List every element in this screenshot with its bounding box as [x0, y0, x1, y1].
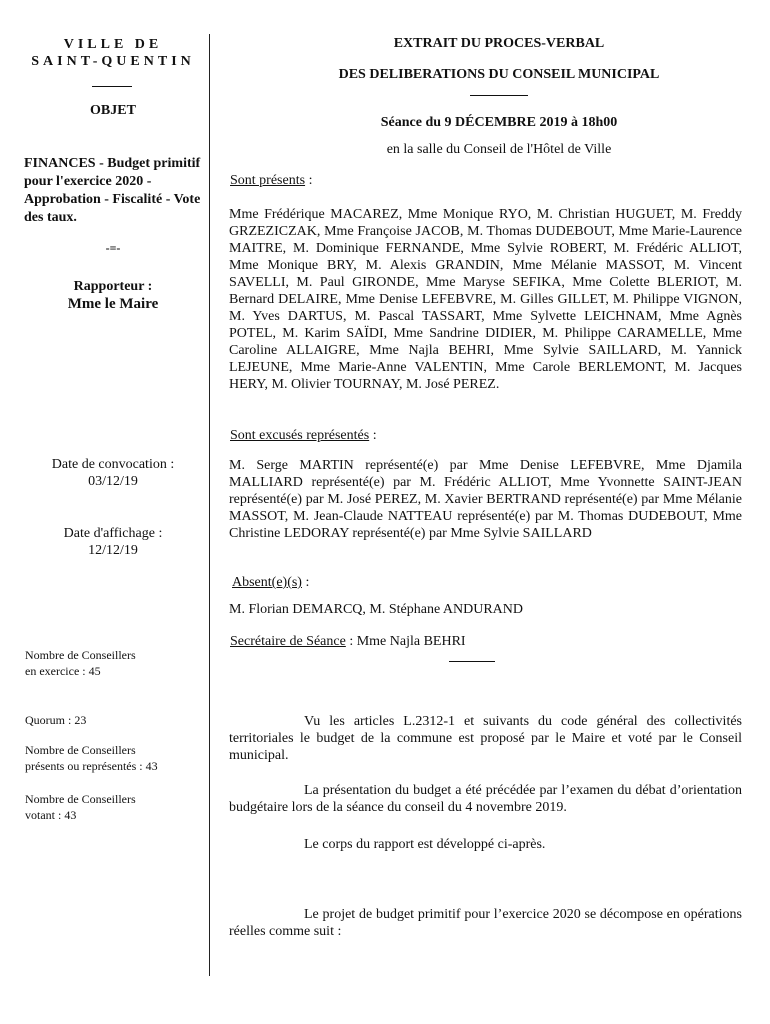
convocation-date-block [20, 456, 206, 490]
convocation-label: Date de convocation : [51, 457, 175, 472]
secretaire-line [230, 634, 466, 650]
absents-label [232, 575, 309, 591]
excuses-label-text: Sont excusés représentés [230, 428, 370, 443]
paragraph-1: Vu les articles L.2312-1 et suivants du code général des collectivités territoriales le budget de la commune est proposé par le Maire et voté par le Conseil municipal. [229, 714, 742, 763]
absents-list: M. Florian DEMARCQ, M. Stéphane ANDURAND [229, 602, 523, 617]
excuses-list: M. Serge MARTIN représenté(e) par Mme Denise LEFEBVRE, Mme Djamila MALLIARD représenté(e) par M. Frédéric ALLIOT, Mme Yvonnette SAINT-JEAN représenté(e) par M. José PEREZ, M. Xavier BERTRAND représenté(e) par Mme Mélanie MASSOT, M. Jean-Claude NATTEAU représenté(e) par M. Thomas DUDEBOUT, Mme Christine LEDORAY représenté(e) par Mme Sylvie SAILLARD [229, 458, 742, 541]
affichage-date-block [20, 525, 206, 559]
document-title-line-1: EXTRAIT DU PROCES-VERBAL [393, 36, 605, 51]
seance-location: en la salle du Conseil de l'Hôtel de Ville [386, 142, 612, 157]
stat-quorum: Quorum : 23 [25, 713, 87, 727]
paragraph-3: Le corps du rapport est développé ci-après. [304, 837, 546, 852]
stat-exercice-line-2: en exercice : 45 [25, 664, 101, 678]
stat-exercice-line-1: Nombre de Conseillers [25, 648, 136, 662]
affichage-date: 12/12/19 [88, 543, 138, 558]
stat-presents [25, 742, 209, 774]
presents-label-suffix: : [305, 173, 313, 188]
rapporteur-name: Mme le Maire [67, 296, 159, 312]
excuses-label-suffix: : [369, 428, 377, 443]
stat-votant [25, 791, 209, 823]
stat-votant-line-2: votant : 43 [25, 808, 77, 822]
column-divider [209, 34, 210, 976]
absents-label-text: Absent(e)(s) [232, 575, 302, 590]
paragraph-2: La présentation du budget a été précédée par l’examen du débat d’orientation budgétaire lors de la séance du conseil du 4 novembre 2019. [229, 783, 742, 815]
rapporteur-label: Rapporteur : [73, 279, 153, 294]
excuses-label [230, 428, 377, 444]
objet-heading: OBJET [90, 103, 136, 118]
presents-label [230, 173, 312, 189]
document-title-line-2: DES DELIBERATIONS DU CONSEIL MUNICIPAL [338, 67, 660, 82]
absents-label-suffix: : [301, 575, 310, 590]
city-line-1: VILLE DE [63, 37, 163, 52]
presents-label-text: Sont présents [230, 173, 306, 188]
secretaire-label: Secrétaire de Séance [230, 634, 346, 649]
subject-text: FINANCES - Budget primitif pour l'exercice 2020 - Approbation - Fiscalité - Vote des taux. [24, 156, 201, 225]
presents-list: Mme Frédérique MACAREZ, Mme Monique RYO, M. Christian HUGUET, M. Freddy GRZEZICZAK, Mme Françoise JACOB, M. Thomas DUDEBOUT, Mme Marie-Laurence MAITRE, M. Dominique FERNANDE, Mme Sylvie ROBERT, M. Frédéric ALLIOT, Mme Monique BRY, M. Alexis GRANDIN, Mme Mélanie MASSOT, M. Vincent SAVELLI, M. Paul GIRONDE, Mme Maryse SEFIKA, Mme Colette BLERIOT, M. Bernard DELAIRE, Mme Denise LEFEBVRE, M. Gilles GILLET, M. Philippe VIGNON, M. Yves DARTUS, M. Pascal TASSART, Mme Sylvette LEICHNAM, Mme Agnès POTEL, M. Karim SAÏDI, Mme Sandrine DIDIER, M. Philippe CARAMELLE, Mme Caroline ALLAIGRE, Mme Najla BEHRI, Mme Sylvie SAILLARD, M. Yannick LEJEUNE, Mme Marie-Anne VALENTIN, Mme Carole BERLEMONT, M. Jacques HERY, M. Olivier TOURNAY, M. José PEREZ. [229, 207, 742, 392]
secretaire-underline [449, 661, 495, 662]
affichage-label: Date d'affichage : [63, 526, 163, 541]
stat-votant-line-1: Nombre de Conseillers [25, 792, 136, 806]
convocation-date: 03/12/19 [88, 474, 138, 489]
secretaire-name: : Mme Najla BEHRI [345, 634, 466, 649]
title-underline [470, 95, 528, 96]
city-line-2: SAINT-QUENTIN [31, 54, 195, 69]
city-underline [92, 86, 132, 87]
separator: -=- [105, 241, 121, 255]
city-name [20, 36, 206, 70]
stat-exercice [25, 647, 209, 679]
stat-presents-line-2: présents ou représentés : 43 [25, 759, 158, 773]
stat-presents-line-1: Nombre de Conseillers [25, 743, 136, 757]
paragraph-4: Le projet de budget primitif pour l’exercice 2020 se décompose en opérations réelles comme suit : [229, 907, 742, 939]
seance-date: Séance du 9 DÉCEMBRE 2019 à 18h00 [380, 115, 618, 130]
